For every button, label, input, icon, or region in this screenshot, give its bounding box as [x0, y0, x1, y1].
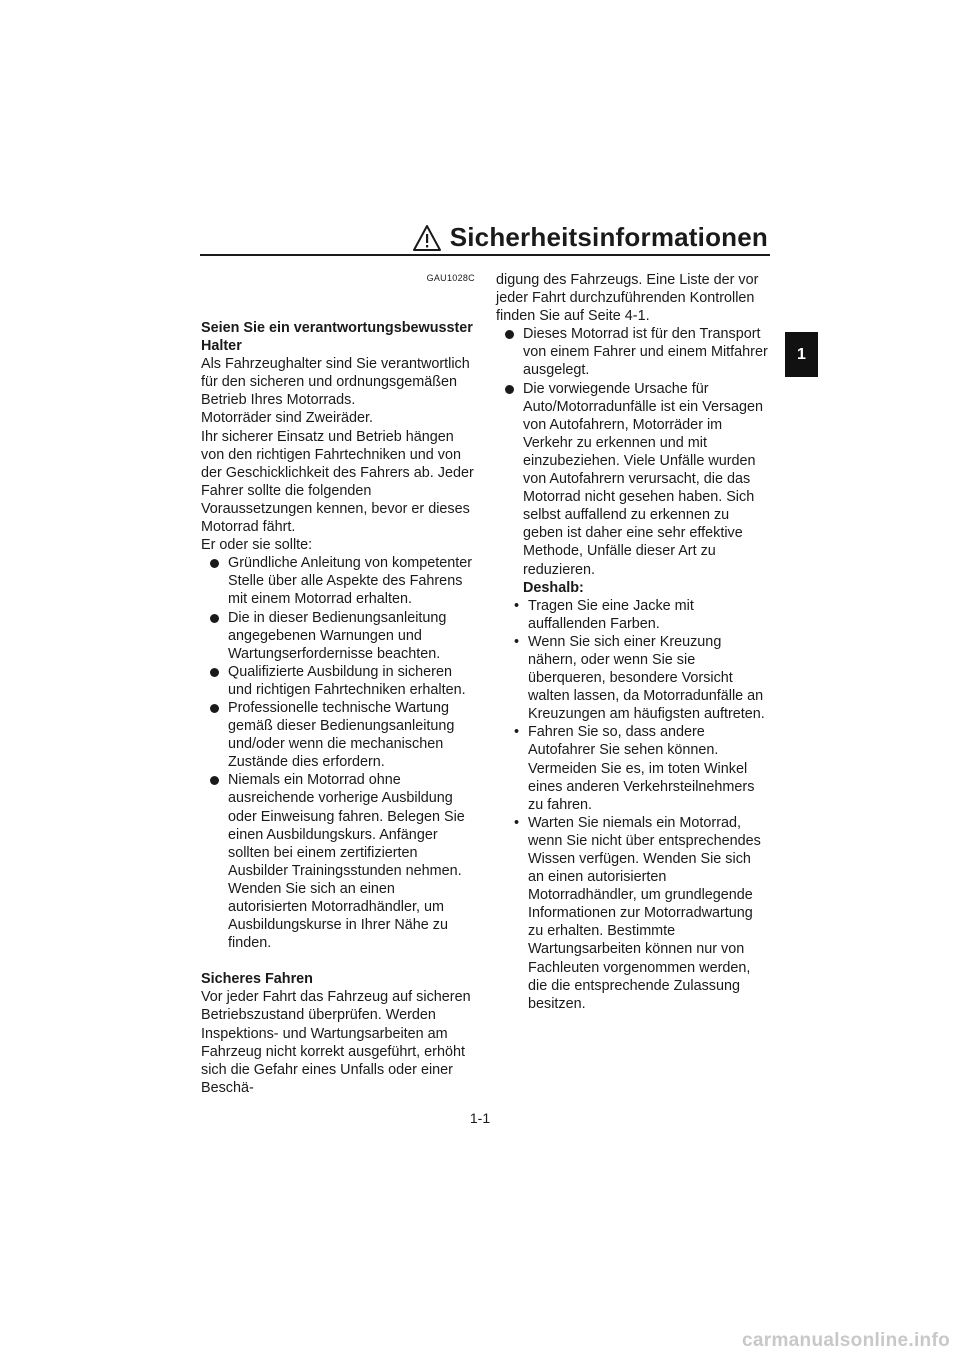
safety-list [496, 325, 770, 596]
warning-triangle-icon [412, 224, 442, 252]
paragraph: Als Fahrzeughalter sind Sie verantwortlich für den sicheren und ordnungsgemäßen Betrieb Ihres Motorrads. [201, 356, 470, 409]
list-item: Gründliche Anleitung von kompetenter Stelle über alle Aspekte des Fahrens mit einem Motorrad erhalten. [201, 554, 475, 608]
page-number: 1-1 [469, 1110, 491, 1126]
list-item: • Fahren Sie so, dass andere Autofahrer Sie sehen können. Vermeiden Sie es, im toten Winkel eines anderen Verkehrsteilnehmers zu fahren. [496, 723, 770, 813]
section-heading-halter: Seien Sie ein verantwortungsbewusster Halter [201, 320, 473, 355]
list-item-text: Die vorwiegende Ursache für Auto/Motorradunfälle ist ein Versagen von Autofahrern, Motorräder im Verkehr zu erkennen und mit einzubeziehen. Viele Unfälle wurden von Autofahrern verursacht, die das Motorrad nicht gesehen haben. Sich selbst auffallend zu erkennen zu geben ist daher eine sehr effektive Methode, Unfälle dieser Art zu reduzieren. [523, 380, 763, 578]
page-title: Sicherheitsinformationen [449, 222, 768, 252]
right-column [496, 271, 770, 1013]
list-item: Professionelle technische Wartung gemäß dieser Bedienungsanleitung und/oder wenn die mechanischen Zustände dies erfordern. [201, 699, 475, 771]
paragraph-continued: digung des Fahrzeugs. Eine Liste der vor jeder Fahrt durchzuführenden Kontrollen finden Sie auf Seite 4-1. [496, 272, 759, 325]
left-column [201, 271, 475, 1097]
paragraph: Motorräder sind Zweiräder. [201, 410, 373, 427]
list-item: Qualifizierte Ausbildung in sicheren und richtigen Fahrtechniken erhalten. [201, 663, 475, 699]
chapter-tab[interactable]: 1 [785, 332, 818, 377]
deshalb-label: Deshalb: [523, 579, 584, 596]
list-item: Niemals ein Motorrad ohne ausreichende vorherige Ausbildung oder Einweisung fahren. Belegen Sie einen Ausbildungskurs. Anfänger sollten bei einem zertifizierten Ausbilder Trainingsstunden nehmen. Wenden Sie sich an einen autorisierten Motorradhändler, um Ausbildungskurse in Ihrer Nähe zu finden. [201, 771, 475, 952]
requirements-list [201, 554, 475, 952]
list-item: • Wenn Sie sich einer Kreuzung nähern, oder wenn Sie sie überqueren, besondere Vorsicht walten lassen, da Motorradunfälle an Kreuzungen am häufigsten auftreten. [496, 633, 770, 723]
list-item: Die in dieser Bedienungsanleitung angegebenen Warnungen und Wartungserfordernisse beachten. [201, 609, 475, 663]
header-divider [200, 254, 770, 256]
list-item: • Warten Sie niemals ein Motorrad, wenn Sie nicht über entsprechendes Wissen verfügen. Wenden Sie sich an einen autorisierten Motorradhändler, um grundlegende Informationen zur Motorradwartung zu erhalten. Bestimmte Wartungsarbeiten können nur von Fachleuten vorgenommen werden, die die entsprechende Zulassung besitzen. [496, 814, 770, 1013]
section-heading-fahren: Sicheres Fahren [201, 971, 313, 988]
recommendations-list [496, 597, 770, 1013]
paragraph: Ihr sicherer Einsatz und Betrieb hängen von den richtigen Fahrtechniken und von der Geschicklichkeit des Fahrers ab. Jeder Fahrer sollte die folgenden Voraussetzungen kennen, bevor er dieses Motorrad fährt. [201, 428, 474, 536]
list-item: • Tragen Sie eine Jacke mit auffallenden Farben. [496, 597, 770, 633]
paragraph: Er oder sie sollte: [201, 537, 313, 554]
page-header [200, 222, 770, 256]
list-item: Dieses Motorrad ist für den Transport von einem Fahrer und einem Mitfahrer ausgelegt. [496, 325, 770, 379]
document-code: GAU1028C [426, 273, 475, 283]
paragraph: Vor jeder Fahrt das Fahrzeug auf sicheren Betriebszustand überprüfen. Werden Inspektions- und Wartungsarbeiten am Fahrzeug nicht korrekt ausgeführt, erhöht sich die Gefahr eines Unfalls oder einer Beschä- [201, 989, 471, 1096]
header-title-group [412, 222, 768, 253]
watermark: carmanualsonline.info [742, 1330, 950, 1351]
spacer [201, 952, 475, 970]
list-item [496, 380, 770, 597]
